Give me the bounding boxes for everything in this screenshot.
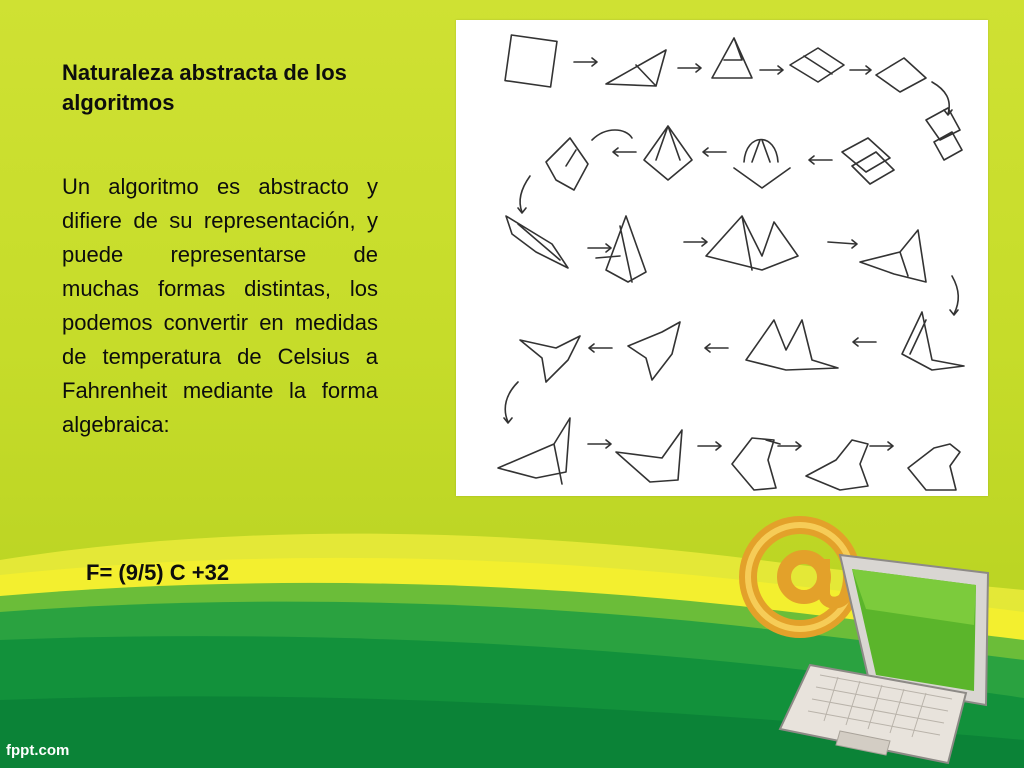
laptop-icon — [720, 515, 1020, 768]
slide-body-text: Un algoritmo es abstracto y difiere de su representación, y puede representarse de muchas formas distintas, los podemos convertir en medidas de temperatura de Celsius a Fahrenheit mediante la forma algebraica: — [62, 174, 378, 437]
footer-credit[interactable]: fppt.com — [6, 742, 70, 759]
at-symbol-icon — [748, 525, 852, 629]
formula: F= (9/5) C +32 — [86, 560, 230, 585]
origami-crane-folding-steps-icon — [456, 20, 988, 496]
origami-diagram-image — [456, 20, 988, 496]
slide-title: Naturaleza abstracta de los algoritmos — [62, 60, 347, 115]
